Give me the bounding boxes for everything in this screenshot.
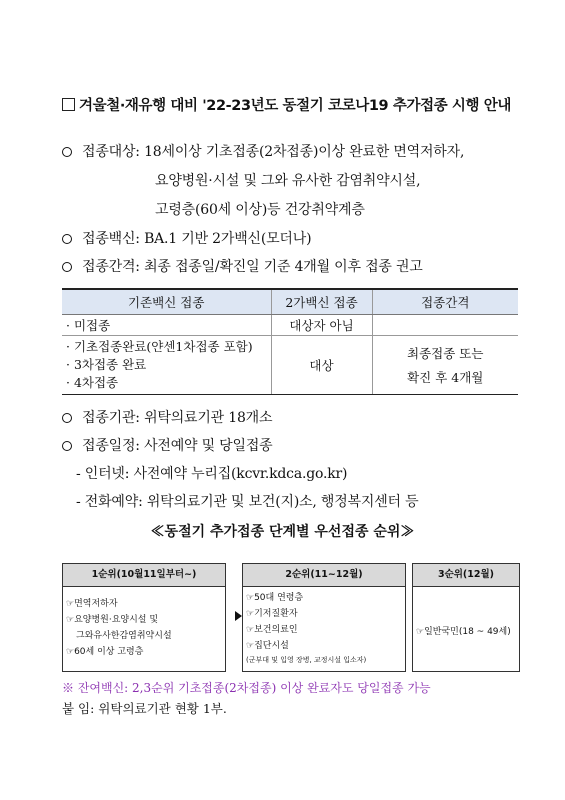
status-line: · 4차접종: [66, 375, 119, 390]
attachment-line: 붙 임: 위탁의료기관 현황 1부.: [62, 701, 227, 716]
table-header: 접종간격: [372, 289, 518, 315]
stage-item: ☞기저질환자: [246, 609, 298, 619]
stage-label: 2순위(11~12월): [243, 564, 405, 587]
stage-item-note: (군부대 및 입영 장병, 교정시설 입소자): [246, 656, 367, 664]
stage-item: ☞요양병원·요양시설 및: [66, 615, 159, 625]
circle-bullet-icon: [62, 147, 72, 157]
stage-1-items: [63, 587, 225, 660]
stage-2-items: [243, 587, 405, 667]
stage-3-items: [413, 587, 519, 640]
schedule-text: 접종일정: 사전예약 및 당일접종: [82, 438, 273, 454]
table-cell-eligibility: 대상자 아님: [271, 315, 372, 336]
institution-item: [62, 407, 272, 427]
phone-reservation: - 전화예약: 위탁의료기관 및 보건(지)소, 행정복지센터 등: [76, 494, 419, 510]
table-cell-eligibility: 대상: [271, 336, 372, 395]
stage-2-box: [242, 563, 406, 672]
checkbox-square-icon: [62, 98, 75, 111]
table-cell-interval: [372, 315, 518, 336]
vaccine-text: 접종백신: BA.1 기반 2가백신(모더나): [82, 231, 312, 247]
interval-line: 최종접종 또는: [407, 346, 484, 361]
remaining-vaccine-note: ※ 잔여백신: 2,3순위 기초접종(2차접종) 이상 완료자도 당일접종 가능: [62, 681, 431, 695]
vaccination-table: [62, 288, 518, 395]
stage-item: ☞60세 이상 고령층: [66, 647, 144, 657]
table-header: 2가백신 접종: [271, 289, 372, 315]
table-row: [62, 336, 518, 395]
circle-bullet-icon: [62, 262, 72, 272]
table-header-row: [62, 289, 518, 315]
stage-item: ☞집단시설: [246, 641, 289, 651]
table-cell-interval: [372, 336, 518, 395]
table-cell-status: · 미접종: [62, 315, 271, 336]
page-title: [62, 94, 511, 115]
target-line-1: 18세이상 기초접종(2차접종)이상 완료한 면역저하자,: [144, 144, 465, 160]
interval-line: 확진 후 4개월: [407, 370, 484, 385]
status-line: · 3차접종 완료: [66, 357, 147, 372]
stage-item: ☞일반국민(18 ~ 49세): [416, 627, 511, 637]
stage-item: ☞50대 연령층: [246, 593, 304, 603]
stage-3-box: [412, 563, 520, 672]
target-label: 접종대상:: [82, 144, 145, 160]
stage-label: 3순위(12월): [413, 564, 519, 587]
table-header: 기존백신 접종: [62, 289, 271, 315]
circle-bullet-icon: [62, 441, 72, 451]
stage-label: 1순위(10월11일부터~): [63, 564, 225, 587]
priority-heading: ≪동절기 추가접종 단계별 우선접종 순위≫: [150, 524, 415, 540]
stage-item: ☞보건의료인: [246, 625, 298, 635]
target-line-2: 요양병원·시설 및 그와 유사한 감염취약시설,: [155, 173, 421, 189]
stage-1-box: [62, 563, 226, 672]
status-line: · 기초접종완료(얀센1차접종 포함): [66, 339, 253, 354]
table-row: [62, 315, 518, 336]
circle-bullet-icon: [62, 413, 72, 423]
vaccine-item: [62, 228, 311, 248]
title-text: 겨울철·재유행 대비 '22-23년도 동절기 코로나19 추가접종 시행 안내: [79, 98, 512, 114]
stage-item: 그와유사한감염취약시설: [76, 631, 172, 641]
target-item: [62, 141, 464, 161]
target-line-3: 고령층(60세 이상)등 건강취약계층: [155, 202, 365, 218]
schedule-item: [62, 435, 272, 455]
table-cell-status: [62, 336, 271, 395]
circle-bullet-icon: [62, 234, 72, 244]
internet-reservation: - 인터넷: 사전예약 누리집(kcvr.kdca.go.kr): [76, 466, 348, 482]
stage-item: ☞면역저하자: [66, 599, 118, 609]
interval-text: 접종간격: 최종 접종일/확진일 기준 4개월 이후 접종 권고: [82, 259, 423, 275]
institution-text: 접종기관: 위탁의료기관 18개소: [82, 410, 273, 426]
interval-item: [62, 256, 423, 276]
arrow-right-icon: [235, 611, 242, 621]
